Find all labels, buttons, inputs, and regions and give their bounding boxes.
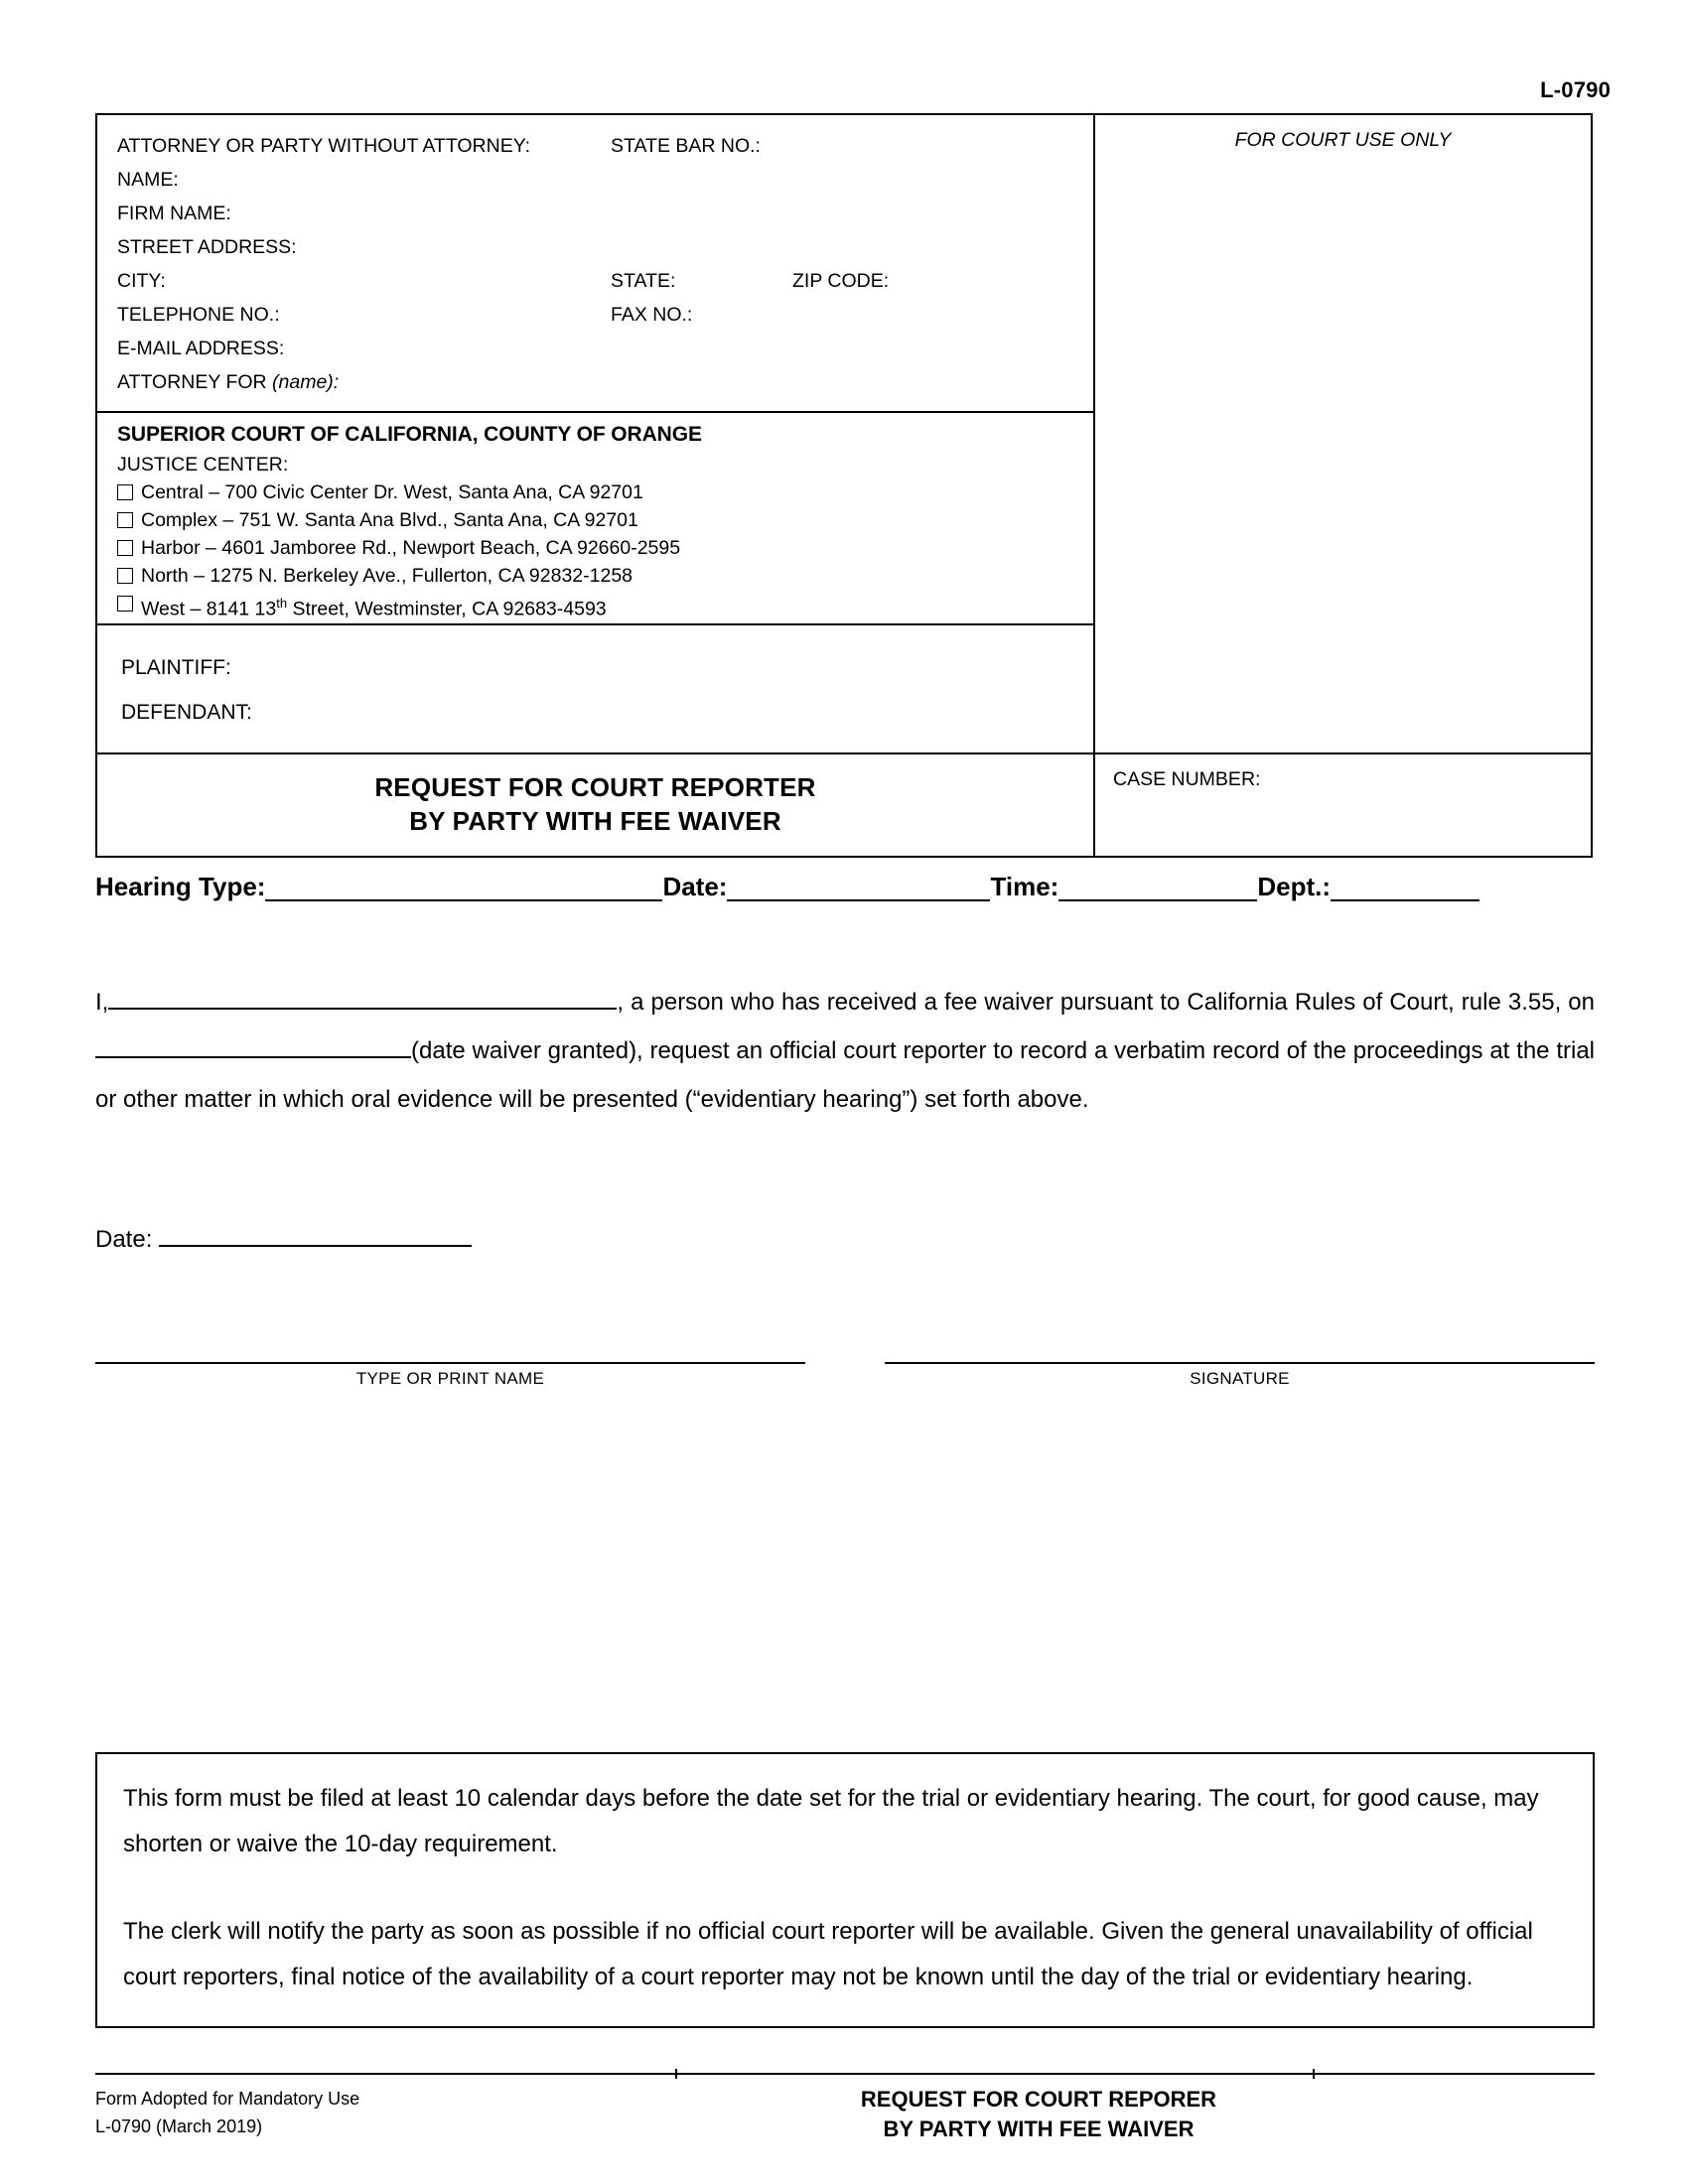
attorney-for-name-hint: (name): <box>272 371 340 393</box>
waiver-date-input[interactable] <box>95 1034 411 1058</box>
justice-center-label-complex: Complex – 751 W. Santa Ana Blvd., Santa Ana, CA 92701 <box>141 509 638 531</box>
footer-title-line-2: BY PARTY WITH FEE WAIVER <box>883 2116 1195 2141</box>
checkbox-icon[interactable] <box>117 596 133 612</box>
signature-column[interactable] <box>885 1362 1595 1389</box>
signature-date-line <box>95 1221 472 1254</box>
city-label: CITY: <box>117 270 166 292</box>
footer-title-line-1: REQUEST FOR COURT REPORER <box>860 2087 1217 2112</box>
court-name: SUPERIOR COURT OF CALIFORNIA, COUNTY OF ORANGE <box>117 423 702 446</box>
state-bar-no-label: STATE BAR NO.: <box>611 135 761 157</box>
justice-center-option-complex[interactable] <box>117 506 1093 534</box>
footer-title <box>651 2085 1595 2144</box>
justice-center-option-central[interactable] <box>117 478 1093 506</box>
form-title-line-2: BY PARTY WITH FEE WAIVER <box>409 806 781 836</box>
attorney-for-label: ATTORNEY FOR <box>117 371 273 393</box>
for-court-use-only-label: FOR COURT USE ONLY <box>1234 129 1452 151</box>
form-title-line-1: REQUEST FOR COURT REPORTER <box>374 772 816 802</box>
notice-paragraph-1: This form must be filed at least 10 calendar days before the date set for the trial or evidentiary hearing. The court, for good cause, may shorten or waive the 10-day requirement. <box>123 1785 1539 1857</box>
attorney-row <box>117 264 1093 298</box>
caption-box <box>95 113 1593 858</box>
footer-divider <box>95 2073 1595 2075</box>
hearing-details-line <box>95 872 1595 901</box>
declaration-segment-3: (date waiver granted), request an official court reporter to record a verbatim record of the proceedings at the trial or other matter in which oral evidence will be presented (“evidentiary hearing”) set forth above. <box>95 1037 1595 1113</box>
justice-center-label: JUSTICE CENTER: <box>117 454 289 476</box>
street-address-label: STREET ADDRESS: <box>117 236 297 258</box>
hearing-date-input[interactable] <box>727 874 990 901</box>
attorney-row <box>117 129 1093 163</box>
west-text-post: Street, Westminster, CA 92683-4593 <box>287 598 607 620</box>
firm-name-label: FIRM NAME: <box>117 203 231 224</box>
checkbox-icon[interactable] <box>117 512 133 528</box>
declaration-segment-1: I, <box>95 989 109 1016</box>
caption-right-column <box>1095 115 1591 856</box>
print-name-column[interactable] <box>95 1362 805 1389</box>
hearing-time-label: Time: <box>990 872 1059 901</box>
declarant-name-input[interactable] <box>108 986 617 1010</box>
attorney-row <box>117 298 1093 332</box>
court-block <box>97 413 1093 625</box>
caption-left-column <box>97 115 1095 856</box>
parties-block <box>97 625 1093 752</box>
declaration-segment-2: , a person who has received a fee waiver pursuant to California Rules of Court, rule 3.55, on <box>617 989 1595 1016</box>
signature-caption: SIGNATURE <box>1190 1369 1290 1388</box>
justice-center-label-west <box>141 590 607 623</box>
case-number-field[interactable] <box>1095 752 1591 856</box>
name-label: NAME: <box>117 169 179 191</box>
checkbox-icon[interactable] <box>117 484 133 500</box>
form-number: L-0790 <box>1540 77 1611 102</box>
footer-tick-left <box>675 2069 677 2079</box>
case-number-label: CASE NUMBER: <box>1113 768 1261 790</box>
footer-left <box>95 2085 651 2144</box>
attorney-row <box>117 365 1093 399</box>
plaintiff-label: PLAINTIFF: <box>121 656 231 679</box>
defendant-label: DEFENDANT: <box>121 701 252 724</box>
state-label: STATE: <box>611 270 676 292</box>
attorney-row <box>117 197 1093 230</box>
notice-box <box>95 1752 1595 2028</box>
declaration-paragraph <box>95 978 1595 1124</box>
checkbox-icon[interactable] <box>117 540 133 556</box>
footer-adopted-line: Form Adopted for Mandatory Use <box>95 2089 360 2109</box>
hearing-time-input[interactable] <box>1058 874 1257 901</box>
signature-block <box>95 1362 1595 1389</box>
attorney-or-party-label: ATTORNEY OR PARTY WITHOUT ATTORNEY: <box>117 135 531 157</box>
west-text-pre: West – 8141 13 <box>141 598 277 620</box>
hearing-dept-input[interactable] <box>1331 874 1479 901</box>
print-name-caption: TYPE OR PRINT NAME <box>355 1369 545 1388</box>
fax-no-label: FAX NO.: <box>611 304 693 326</box>
signature-date-input[interactable] <box>159 1221 472 1247</box>
email-address-label: E-MAIL ADDRESS: <box>117 338 285 359</box>
justice-center-option-north[interactable] <box>117 562 1093 590</box>
footer <box>95 2085 1595 2144</box>
hearing-dept-label: Dept.: <box>1257 872 1331 901</box>
checkbox-icon[interactable] <box>117 568 133 584</box>
attorney-row <box>117 230 1093 264</box>
form-title-block <box>97 752 1093 856</box>
west-ordinal-suffix: th <box>276 596 288 611</box>
attorney-row <box>117 163 1093 197</box>
hearing-type-label: Hearing Type: <box>95 872 266 901</box>
attorney-info-block <box>97 115 1093 413</box>
zip-code-label: ZIP CODE: <box>792 270 890 292</box>
footer-tick-right <box>1313 2069 1315 2079</box>
footer-revision-line: L-0790 (March 2019) <box>95 2116 263 2136</box>
telephone-no-label: TELEPHONE NO.: <box>117 304 280 326</box>
hearing-date-label: Date: <box>662 872 728 901</box>
justice-center-label-harbor: Harbor – 4601 Jamboree Rd., Newport Beach, CA 92660-2595 <box>141 537 681 559</box>
justice-center-option-west[interactable] <box>117 590 1093 620</box>
hearing-type-input[interactable] <box>265 874 662 901</box>
attorney-row <box>117 332 1093 365</box>
justice-center-label-central: Central – 700 Civic Center Dr. West, Santa Ana, CA 92701 <box>141 481 643 503</box>
justice-center-label-north: North – 1275 N. Berkeley Ave., Fullerton, CA 92832-1258 <box>141 565 633 587</box>
justice-center-option-harbor[interactable] <box>117 534 1093 562</box>
notice-paragraph-2: The clerk will notify the party as soon as possible if no official court reporter will be available. Given the general unavailability of official court reporters, final notice of the availability of a court reporter may not be known until the day of the trial or evidentiary hearing. <box>123 1918 1533 1990</box>
signature-date-label: Date: <box>95 1226 153 1253</box>
